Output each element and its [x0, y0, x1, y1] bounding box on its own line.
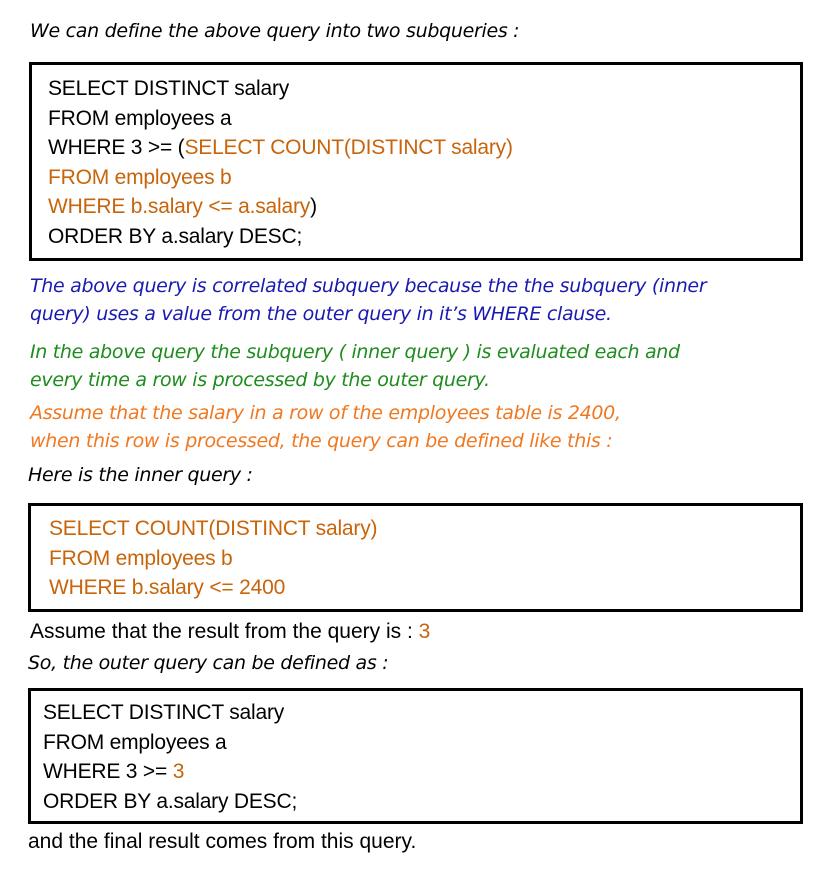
code-block: [49, 514, 377, 603]
code-block: [43, 698, 297, 816]
highlighted-code: 3: [172, 760, 185, 783]
correlated-explanation: [30, 272, 706, 328]
text-line: query) uses a value from the outer query in it’s WHERE clause.: [30, 303, 612, 325]
code-text: ORDER BY a.salary DESC;: [48, 224, 303, 248]
outer-query-code-box: [29, 62, 803, 261]
inner-query-code-box: [28, 503, 803, 612]
code-line: [48, 133, 513, 163]
code-line: [49, 514, 377, 544]
code-line: [49, 544, 377, 574]
code-line: [48, 74, 513, 104]
code-line: [43, 728, 297, 758]
evaluation-explanation: [30, 338, 680, 394]
code-line: [43, 698, 297, 728]
intro-text: We can define the above query into two subqueries :: [30, 20, 520, 42]
text-line: when this row is processed, the query can be defined like this :: [30, 430, 613, 452]
result-value: 3: [418, 620, 431, 643]
highlighted-code: SELECT COUNT(DISTINCT salary): [184, 136, 513, 159]
code-text: FROM employees a: [48, 106, 232, 130]
text-line: every time a row is processed by the outer query.: [30, 369, 490, 391]
inner-query-label: Here is the inner query :: [28, 464, 253, 486]
text-line: In the above query the subquery ( inner query ) is evaluated each and: [30, 341, 680, 363]
code-text: ORDER BY a.salary DESC;: [43, 789, 298, 813]
result-statement: [30, 620, 430, 644]
code-text: SELECT DISTINCT salary: [43, 701, 285, 724]
code-text: WHERE 3 >=: [43, 760, 173, 783]
code-block: [48, 74, 513, 251]
final-query-code-box: [28, 688, 803, 824]
highlighted-code: SELECT COUNT(DISTINCT salary): [49, 517, 378, 540]
code-line: [48, 192, 513, 222]
code-line: [43, 787, 297, 817]
code-line: [43, 757, 297, 787]
highlighted-code: WHERE b.salary <= 2400: [49, 576, 286, 599]
code-line: [49, 573, 377, 603]
text-line: The above query is correlated subquery because the the subquery (inner: [30, 275, 707, 297]
outer-query-label: So, the outer query can be defined as :: [28, 652, 389, 674]
code-text: ): [310, 195, 317, 218]
highlighted-code: FROM employees b: [49, 546, 233, 570]
code-line: [48, 104, 513, 134]
code-text: SELECT DISTINCT salary: [48, 77, 290, 100]
code-text: WHERE 3 >= (: [48, 136, 185, 159]
assumption-explanation: [30, 399, 621, 455]
result-label: Assume that the result from the query is :: [30, 620, 419, 643]
highlighted-code: WHERE b.salary <= a.salary: [48, 195, 311, 218]
code-line: [48, 163, 513, 193]
conclusion-text: and the final result comes from this query.: [28, 830, 417, 853]
highlighted-code: FROM employees b: [48, 165, 232, 189]
code-line: [48, 222, 513, 252]
code-text: FROM employees a: [43, 730, 227, 754]
text-line: Assume that the salary in a row of the employees table is 2400,: [30, 402, 621, 424]
